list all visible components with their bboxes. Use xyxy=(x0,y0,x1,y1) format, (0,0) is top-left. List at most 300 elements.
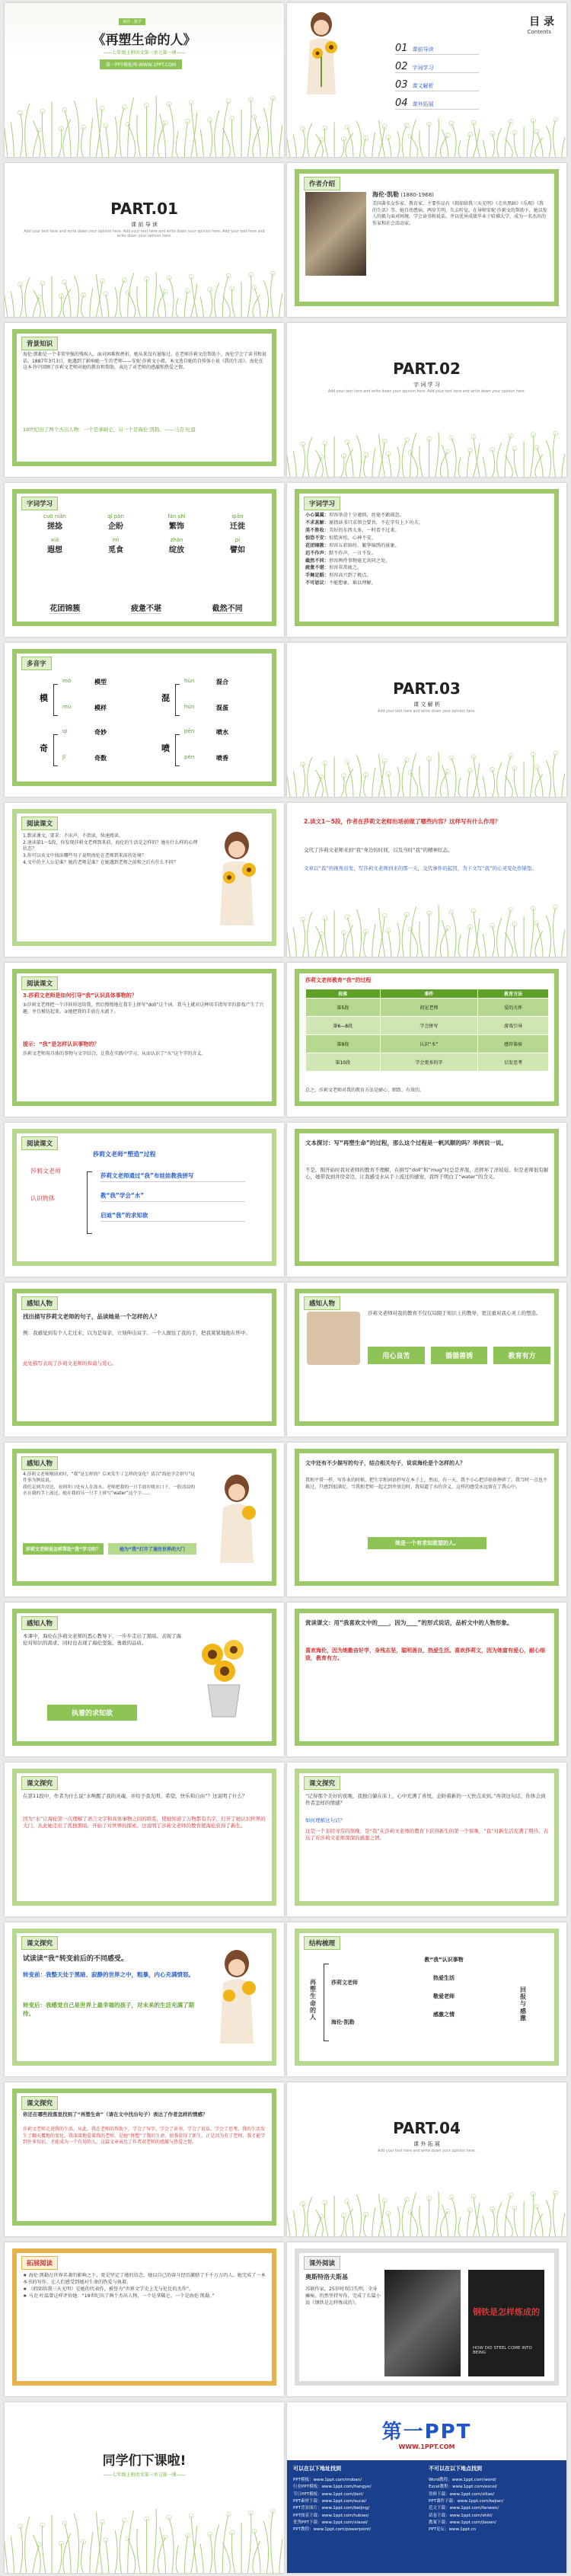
polyphone-group xyxy=(161,678,260,724)
answer-box: 她是一个有求知欲望的人。 xyxy=(368,1537,486,1549)
callout-box-1: 莎莉文老师是怎样帮助“我”学习的？ xyxy=(23,1543,104,1555)
content-frame xyxy=(295,2248,559,2386)
ad-link[interactable]: Word教程：www.1ppt.com/word/ xyxy=(429,2478,496,2482)
ad-link[interactable]: PPT论坛：www.1ppt.cn xyxy=(429,2527,477,2533)
content-frame xyxy=(295,1129,559,1266)
structure-item: 热爱生活 xyxy=(433,1975,455,1981)
table-row xyxy=(306,1017,549,1035)
toc-text: 课外拓展 xyxy=(412,101,434,107)
pinyin: pèn xyxy=(184,754,195,760)
section-tag: 字词学习 xyxy=(21,497,58,510)
part-heading: PART.02 xyxy=(393,360,461,378)
character-text: 莎莉文老师对我的教育不仅仅局限于知识上的教导，更注重对我心灵上的塑造。 xyxy=(368,1310,541,1316)
ad-link[interactable]: PPT图表下载：www.1ppt.com/tubiao/ xyxy=(293,2513,369,2518)
structure-center: 再塑生命的人 xyxy=(310,1979,316,2021)
character-text: 本课中，海伦在莎莉文老师的悉心教导下，一步步走出了黑暗。表现了海伦对知识的渴求，同时也表现了海伦坚强、勇敢的品质。 xyxy=(23,1633,181,1647)
content-frame xyxy=(12,329,276,466)
question-text: 3.莎莉文老师是如何引导“我”认识具体事物的？ xyxy=(23,992,137,999)
content-frame xyxy=(12,1769,276,1906)
brand-logo[interactable]: 第一PPT xyxy=(381,2421,472,2443)
appreciation-title: 赏读课文：用“我喜欢文中的____，因为____”的形式说话，品析文中的人物形象。 xyxy=(305,1619,513,1626)
definition-row xyxy=(305,519,549,527)
author-bio: 美国著名女作家、教育家，主要作品有《假如给我三天光明》《走出黑暗》《乐观》《我的生活》等。她自幼患病，两岁失明，失去听觉。在导师安妮·莎莉文的帮助下，她以惊人的毅力面对困境，学会读书和说话，并以优异成绩毕业于哈佛大学，成为一名杰出的作家和社会活动家。 xyxy=(372,201,547,227)
grass-decoration xyxy=(287,423,566,477)
content-frame xyxy=(12,809,276,946)
section-tag: 背景知识 xyxy=(21,337,58,350)
content-frame xyxy=(12,1289,276,1426)
structure-mid-2: 海伦·凯勒 xyxy=(331,2019,355,2025)
callout-box-2: 她为“我”打开了通往世界的大门 xyxy=(108,1543,196,1555)
pinyin: mì xyxy=(112,537,120,543)
part-desc: Add your text here and write down your opinion here. Add your text here and write down your opinion here. xyxy=(327,390,526,394)
structure-items xyxy=(391,1956,497,2029)
slide-end xyxy=(5,2402,284,2573)
end-title: 同学们下课啦! xyxy=(102,2453,187,2469)
slide-discussion xyxy=(287,1123,566,1277)
definition-text: 默不作声，一言不发。 xyxy=(328,550,376,556)
slide-part04 xyxy=(287,2082,566,2236)
hanzi: 搓捻 xyxy=(47,523,62,531)
table-header-cell: 教育方法 xyxy=(478,989,549,999)
definition-text: 形容高兴到了极点。 xyxy=(328,573,372,579)
section-tag: 阅读课文 xyxy=(21,1136,58,1150)
structure-item: 敬爱老师 xyxy=(433,1993,455,1999)
grass-decoration xyxy=(5,264,284,317)
content-frame xyxy=(12,2089,276,2226)
definition-row xyxy=(305,512,549,519)
definition-term: 美不胜收： xyxy=(305,527,329,533)
ad-link[interactable]: 行业PPT模板：www.1ppt.com/hangye/ xyxy=(293,2485,372,2490)
content-frame xyxy=(12,1129,276,1266)
toc-item-3[interactable] xyxy=(395,79,479,91)
process-step: 教“我”学会“水” xyxy=(100,1190,245,1202)
definition-row xyxy=(305,535,549,542)
pinyin: hún xyxy=(184,704,195,710)
table-cell: 爱的关怀 xyxy=(478,999,549,1017)
structure-mid-1: 莎莉文老师 xyxy=(331,1980,358,1986)
hanzi: 觅食 xyxy=(108,546,123,555)
idiom: 疲惫不堪 xyxy=(131,602,161,614)
word: 喷香 xyxy=(216,755,228,762)
definition-text: 形容非常疲乏。 xyxy=(328,565,362,571)
slide-contents xyxy=(287,3,566,157)
section-tag: 作者介绍 xyxy=(304,177,340,190)
pinyin: qí xyxy=(62,728,68,734)
girl-illustration xyxy=(206,1948,267,2047)
after-text: 转变后：我感觉自己是世界上最幸福的孩子，对未来的生活充满了期待。 xyxy=(23,2002,194,2017)
definition-term: 截然不同： xyxy=(305,558,329,564)
girl-illustration xyxy=(295,11,348,102)
table-cell: 启发思考 xyxy=(478,1053,549,1072)
ad-link[interactable]: 资料下载：www.1ppt.com/ziliao/ xyxy=(429,2491,495,2497)
section-tag: 拓展阅读 xyxy=(21,2256,58,2270)
part-sub: 字 词 学 习 xyxy=(413,382,440,388)
background-text: 海伦·凯勒是一个非常坚强的残疾人，面对困难和挫折，她从来没有退缩过。在老师莎莉文的帮助下，海伦学会了读书和说话，1887年3月3日，她遇到了影响她一生的老师——安妮·莎莉文小姐。本文选自她的自传体小说《我的生活》。海伦在这本书中回顾了莎莉文老师对她的教育和帮助，表达了对老师的感激和热爱之情。 xyxy=(23,352,266,371)
slide-character3 xyxy=(5,1443,284,1596)
pinyin: mó xyxy=(62,678,72,684)
vocab-item xyxy=(207,513,268,531)
contents-title-en: Contents xyxy=(527,29,551,35)
trait-box: 教育有方 xyxy=(493,1347,550,1364)
definition-row xyxy=(305,542,549,550)
definition-row xyxy=(305,558,549,565)
slide-character1 xyxy=(5,1283,284,1437)
answer-text: ①莎莉文老师把一个洋娃娃送给我，然后慢慢地在我手上拼写“doll”这个词。我马上就对这种用手指写字的游戏产生了兴趣，并且模仿起来。②她把我的手放在水流下。 xyxy=(23,1002,264,1015)
part-sub: 课 文 解 析 xyxy=(413,702,440,708)
slide-table xyxy=(287,963,566,1117)
girl-illustration xyxy=(206,830,267,929)
definition-row xyxy=(305,550,549,558)
table-title: 莎莉文老师教育“我”的过程 xyxy=(305,977,372,983)
slide-character4 xyxy=(287,1443,566,1596)
slide-title xyxy=(5,3,284,157)
definition-term: 不求甚解： xyxy=(305,519,329,526)
pinyin: fán shì xyxy=(167,513,186,519)
extension-text: ★ 海伦·凯勒在世界名著的影响之下，更是坚定了她的信念，她以自己的奋斗经历激励了千千万万的人。她完成了一本本书的写作，让人们感受到她对生命的热爱与执着。 ★ 《假如给我三天光明》是她的代表作，被誉为“世界文学史上无与伦比的杰作”。 ★ 马克·吐温曾这样评价她：“19世纪出了两个杰出人物，一个是拿破仑，一个是海伦·凯勒。” xyxy=(23,2273,266,2299)
author-portrait xyxy=(384,2270,461,2376)
process-table xyxy=(305,989,549,1072)
vocab-item xyxy=(146,537,207,555)
part-heading: PART.04 xyxy=(393,2119,461,2137)
definition-text: 不能想象，难以理解。 xyxy=(328,580,376,586)
hint-answer: 莎莉文老师用具体的事物与文字结合，让我在实践中学习，从而认识了“水”这个字的含义。 xyxy=(23,1051,206,1056)
vocab-item xyxy=(146,513,207,531)
pinyin: pēn xyxy=(184,728,195,734)
word: 喷水 xyxy=(216,729,228,736)
pinyin: zhàn xyxy=(170,537,183,543)
question-text: 在第11段中，作者为什么说“水唤醒了我的灵魂，并给予我光明、希望、快乐和自由”？这说明了什么？ xyxy=(23,1793,247,1799)
word: 混蛋 xyxy=(216,705,228,711)
process-step: 莎莉文老师通过“我”布娃娃教我拼写 xyxy=(100,1170,245,1182)
author-name: 海伦·凯勒 xyxy=(372,191,400,198)
vocab-item xyxy=(85,537,146,555)
polyphone-char: 混 xyxy=(161,693,170,703)
site-label[interactable]: 第一PPT模板网-WWW.1PPT.COM xyxy=(100,59,182,69)
table-cell: 学会更多的字 xyxy=(380,1053,478,1072)
avatar xyxy=(307,1312,360,1365)
grass-decoration xyxy=(287,2183,566,2236)
col1-title: 可以在以下地址找到 xyxy=(293,2466,341,2472)
vocab-words xyxy=(24,602,268,614)
toc-item-4[interactable] xyxy=(395,97,479,110)
book-title-en: HOW DID STEEL COME INTO BEING xyxy=(473,2346,532,2355)
process-step: 启迪“我”的求知欲 xyxy=(100,1210,245,1222)
content-frame xyxy=(12,1929,276,2066)
ad-link[interactable]: PPT教程：www.1ppt.com/powerpoint/ xyxy=(293,2527,372,2533)
section-tag: 阅读课文 xyxy=(21,817,58,830)
table-cell: 第6—8段 xyxy=(306,1017,381,1035)
definition-term: 迟不作声： xyxy=(305,550,329,556)
brace xyxy=(175,684,180,716)
sub-question: 如何理解这句话？ xyxy=(305,1817,345,1823)
ad-panel xyxy=(287,2460,566,2573)
ad-link[interactable]: PPT模板：www.1ppt.com/moban/ xyxy=(293,2478,362,2482)
reading-questions: 1.默读课文，要求：不出声，不指读，快速阅读。 2.速读第1～5段，你发现莎莉文老师到来前，海伦的生活是怎样的？她有什么样的心理状态？ 3.你可以从文中找出哪些句子说明海伦在老师到来前的处境？ 4.文中的主人公是谁？她的老师是谁？在她遇到老师之前和之后有什么不同？ xyxy=(23,833,198,865)
brand-url[interactable]: WWW.1PPT.COM xyxy=(398,2443,455,2450)
table-cell: 第5段 xyxy=(306,999,381,1017)
girl-illustration xyxy=(206,1473,267,1564)
pinyin: cuō niǎn xyxy=(43,513,66,519)
section-tag: 感知人物 xyxy=(21,1456,58,1470)
question-text: 2.读文1～5段，作者在莎莉文老师出场前做了哪些内容？这样写有什么作用？ xyxy=(304,818,501,825)
ad-link[interactable]: PPT素材下载：www.1ppt.com/sucai/ xyxy=(293,2499,367,2504)
vocab-item xyxy=(85,513,146,531)
slide-part03 xyxy=(287,643,566,797)
polyphone-char: 模 xyxy=(40,693,48,703)
definition-term: 惊恐不安： xyxy=(305,535,329,541)
toc-item-2[interactable] xyxy=(395,61,479,73)
toc-list xyxy=(395,43,479,116)
section-tag: 阅读课文 xyxy=(21,976,58,990)
answer-text: 交代了莎莉文老师来到“我”身边的时间，以及当时“我”的精神状态。 xyxy=(304,847,453,853)
brace xyxy=(53,734,58,766)
definition-row xyxy=(305,527,549,535)
slide-vocab1 xyxy=(5,483,284,637)
hint-text: 提示：“我”是怎样认识事物的？ xyxy=(23,1041,100,1047)
end-subtitle: ——七年级上册语文第三单元第一课—— xyxy=(103,2472,186,2478)
author-bio: 苏联作家，25岁时双目失明，全身瘫痪，仍然坚持写作，完成了长篇小说《钢铁是怎样炼成的》。 xyxy=(305,2287,381,2306)
definition-text: 形容五彩缤纷、繁华锦绣的景象。 xyxy=(328,542,400,548)
ad-links-col1 xyxy=(293,2477,423,2534)
part-desc: Add your text here and write down your opinion here. Add your text here and write down your opinion here. Add your text here and write down your opinion here. xyxy=(24,230,265,239)
content-frame xyxy=(295,1769,559,1906)
toc-num: 02 xyxy=(395,61,408,72)
slide-ad xyxy=(287,2402,566,2573)
table-header-cell: 事件 xyxy=(380,989,478,999)
toc-text: 字词学习 xyxy=(412,65,434,71)
definition-text: 原指读书只求领会要旨，不在字句上下功夫。 xyxy=(328,519,423,526)
trait-box: 循循善诱 xyxy=(431,1347,488,1364)
content-frame xyxy=(12,969,276,1106)
vocab-item xyxy=(24,537,85,555)
author-photo xyxy=(305,192,366,276)
slide-process xyxy=(5,1123,284,1277)
contents-title: 目 录 xyxy=(529,16,554,28)
brace xyxy=(175,734,180,766)
hanzi: 迁徙 xyxy=(230,523,245,531)
explore-title: 试读读“我”转变前后的不同感受。 xyxy=(23,1955,128,1963)
ad-link[interactable]: 范文下载：www.1ppt.com/fanwen/ xyxy=(429,2506,499,2511)
appreciation-body: 喜欢海伦，因为她勤奋好学，身残志坚，聪明善良，热爱生活。喜欢莎莉文，因为她富有爱心，耐心细致，教育有方。 xyxy=(305,1648,545,1662)
trait-boxes xyxy=(368,1347,550,1364)
toc-text: 课前导读 xyxy=(412,46,434,53)
answer-text: 因为“水”让海伦第一次理解了语言文字和具体事物之间的联系，使她知道了万物都有名字，打开了她认识世界的大门，从此她走出了孤独黑暗，开始了对世界的探索。这说明了莎莉文老师的教育使海伦获得了新生。 xyxy=(23,1816,266,1830)
content-frame xyxy=(295,169,559,306)
hanzi: 譬如 xyxy=(230,546,245,555)
part-heading: PART.03 xyxy=(393,679,461,698)
content-frame xyxy=(295,489,559,626)
polyphone-char: 喷 xyxy=(161,743,170,753)
definition-term: 小心翼翼： xyxy=(305,513,329,518)
ad-link[interactable]: 节日PPT模板：www.1ppt.com/jieri/ xyxy=(293,2491,364,2497)
answer-text: 此处描写表现了莎莉文老师的和蔼与爱心。 xyxy=(23,1360,117,1366)
table-cell: 感官体验 xyxy=(478,1035,549,1053)
pinyin: qǐ pàn xyxy=(107,513,124,519)
background-quote: 19世纪出了两个杰出人物：一个是拿破仑，另一个是海伦·凯勒。——马克·吐温 xyxy=(23,427,196,433)
section-tag: 感知人物 xyxy=(21,1616,58,1630)
table-footnote: 总之，莎莉文老师对我的教育方法是耐心、细致、有效的。 xyxy=(305,1088,425,1093)
section-tag: 结构梳理 xyxy=(304,1936,340,1950)
slide-vocab2 xyxy=(287,483,566,637)
section-tag: 多音字 xyxy=(21,657,52,670)
table-cell: 第10段 xyxy=(306,1053,381,1072)
slide-author xyxy=(287,163,566,317)
section-tag: 课外阅读 xyxy=(304,2256,340,2270)
ad-link[interactable]: PPT课件下载：www.1ppt.com/kejian/ xyxy=(429,2499,504,2504)
sunflower-pot-illustration xyxy=(190,1632,258,1723)
content-frame xyxy=(12,1449,276,1586)
structure-item: 教“我”认识事物 xyxy=(424,1957,464,1963)
slide-reading1 xyxy=(5,803,284,957)
ad-link[interactable]: 优秀PPT下载：www.1ppt.com/xiazai/ xyxy=(293,2520,368,2526)
grass-decoration xyxy=(5,85,284,157)
top-tag: 课件 · 教学 xyxy=(119,18,145,25)
content-frame xyxy=(295,969,559,1106)
hanzi: 企盼 xyxy=(108,523,123,531)
content-frame xyxy=(295,1449,559,1586)
ad-link[interactable]: 教案下载：www.1ppt.com/jiaoan/ xyxy=(429,2520,496,2526)
word: 模型 xyxy=(94,679,107,686)
content-frame xyxy=(12,649,276,786)
pinyin: qiān xyxy=(231,513,244,519)
subtitle: ——七年级上册语文第三单元第一课—— xyxy=(103,50,186,56)
section-tag: 字词学习 xyxy=(304,497,340,510)
ad-link[interactable]: 试卷下载：www.1ppt.com/shiti/ xyxy=(429,2513,493,2518)
process-left-bottom: 认识物体 xyxy=(30,1195,55,1202)
author-name: 奥斯特洛夫斯基 xyxy=(305,2274,348,2280)
before-text: 转变前：我整天处于黑暗、寂静的世界之中，粗暴，内心充满愤怒。 xyxy=(23,1971,194,1978)
idiom: 截然不同 xyxy=(212,602,243,614)
slide-explore4 xyxy=(5,2082,284,2236)
idiom: 花团锦簇 xyxy=(49,602,80,614)
table-header-row xyxy=(306,989,549,999)
hanzi: 繁饰 xyxy=(169,523,184,531)
slide-polyphone xyxy=(5,643,284,797)
structure-right: 回报与感激 xyxy=(520,1986,526,2021)
section-tag: 课文探究 xyxy=(21,2096,58,2110)
table-row xyxy=(306,1053,549,1072)
author-years: (1880-1968) xyxy=(400,192,434,198)
slide-background xyxy=(5,323,284,477)
pinyin: pì xyxy=(234,537,241,543)
vocab-item xyxy=(24,513,85,531)
answer-text: 莎莉文老师走进我的生活，从此，我在老师的帮助下，学会了写字，学会了读书，学会了说话，学会了思考。我的生活发生了翻天覆地的变化。我深深地爱着我的老师，是她“再塑”了我的生命，使我获得了新生。正是因为有了老师，我才能学到许多知识，才能成为一个有用的人。这篇文章表达了作者对老师的感激与热爱之情。 xyxy=(23,2127,266,2146)
part-desc: Add your text here and write down your opinion here. xyxy=(378,2149,476,2153)
slide-appreciation xyxy=(287,1603,566,1756)
definition-row xyxy=(305,572,549,580)
brace xyxy=(53,684,58,716)
section-tag: 课文探究 xyxy=(304,1776,340,1790)
slide-part01 xyxy=(5,163,284,317)
main-title: 《再塑生命的人》 xyxy=(92,33,196,48)
part-desc: Add your text here and write down your opinion here. xyxy=(378,710,476,714)
polyphone-group xyxy=(161,728,260,774)
content-frame xyxy=(12,1609,276,1746)
table-header-cell: 段落 xyxy=(306,989,381,999)
book-title: 钢铁是怎样炼成的 xyxy=(473,2307,540,2317)
slide-reading2 xyxy=(287,803,566,957)
col2-title: 不可以在以下地点找到 xyxy=(429,2466,482,2472)
process-steps xyxy=(100,1170,245,1229)
definition-text: 惊慌害怕，心神不安。 xyxy=(328,535,376,541)
hanzi: 绽放 xyxy=(169,546,184,555)
toc-item-1[interactable] xyxy=(395,43,479,55)
character-text: 我和平常一样，写作业的时候，把生字和词语抄写在本子上。然而，有一天，我不小心把洋娃娃摔碎了。我当时一点也不难过，只感到很满足。当我和老师一起走到井房边时，我知道了水的含义，这样的感受永远留在了我心中。 xyxy=(305,1478,548,1490)
content-frame xyxy=(12,489,276,626)
table-cell: 游戏引导 xyxy=(478,1017,549,1035)
part-heading: PART.01 xyxy=(110,200,178,218)
grass-decoration xyxy=(5,2497,284,2573)
polyphone-group xyxy=(40,728,139,774)
pinyin: mú xyxy=(62,704,72,710)
section-tag: 感知人物 xyxy=(304,1296,340,1310)
question-text: “记得那个美好的夜晚，我独自躺在床上，心中充满了喜悦，企盼着新的一天快点来到。”再读这句话，你体会到作者怎样的情感？ xyxy=(305,1793,546,1807)
toc-num: 04 xyxy=(395,97,408,109)
book-cover xyxy=(468,2270,544,2376)
table-row xyxy=(306,999,549,1017)
content-frame xyxy=(295,1609,559,1746)
structure-item: 感激之情 xyxy=(433,2012,455,2018)
example-text: 例：我感觉到有个人走过来，以为是母亲，立刻伸出双手。一个人握住了我的手，把我紧紧地抱在怀中。 xyxy=(23,1330,250,1336)
pinyin: xiá xyxy=(50,537,59,543)
process-left-top: 莎莉文老师 xyxy=(30,1168,61,1175)
pinyin: hùn xyxy=(184,678,195,684)
definition-term: 手舞足蹈： xyxy=(305,573,329,579)
grass-decoration xyxy=(287,111,566,157)
section-tag: 课文探究 xyxy=(21,1936,58,1950)
table-cell: 初见老师 xyxy=(380,999,478,1017)
word: 混合 xyxy=(216,679,228,686)
hanzi: 遐想 xyxy=(47,546,62,555)
slide-explore1 xyxy=(5,1763,284,1916)
discussion-body: 不是。刚开始时我对老师的教育不理解，在拼写“doll”和“mug”时总是弄混，还摔坏了洋娃娃。但是老师很有耐心，她带我到井房旁边，让我感受水从手上流过的感觉，我终于明白了“water”的含义。 xyxy=(305,1167,549,1181)
brace xyxy=(324,1964,329,2041)
brace xyxy=(87,1171,92,1234)
pinyin: jī xyxy=(62,754,65,760)
definition-term: 疲惫不堪： xyxy=(305,565,329,571)
polyphone-grid xyxy=(24,673,268,772)
ad-link[interactable]: Excel教程：www.1ppt.com/excel/ xyxy=(429,2485,498,2490)
toc-num: 01 xyxy=(395,43,408,54)
word: 奇数 xyxy=(94,755,107,762)
table-cell: 认识“水” xyxy=(380,1035,478,1053)
table-cell: 第9段 xyxy=(306,1035,381,1053)
slide-explore3 xyxy=(5,1922,284,2076)
slide-character2 xyxy=(287,1283,566,1437)
slide-extension2 xyxy=(287,2242,566,2396)
vocab-item xyxy=(207,537,268,555)
process-title: 莎莉文老师“塑造”过程 xyxy=(93,1151,156,1158)
question-text: 文中还有不少描写的句子，结合相关句子，说说海伦是个怎样的人？ xyxy=(305,1460,465,1466)
polyphone-group xyxy=(40,678,139,724)
toc-text: 课文解析 xyxy=(412,83,434,89)
slide-character5 xyxy=(5,1603,284,1756)
definition-term: 不可思议： xyxy=(305,580,329,586)
question-text: 找出描写莎莉文老师的句子，品读她是一个怎样的人？ xyxy=(23,1313,160,1320)
definition-row xyxy=(305,564,549,572)
slide-structure xyxy=(287,1922,566,2076)
section-tag: 课文探究 xyxy=(21,1776,58,1790)
ad-links-col2 xyxy=(429,2477,558,2534)
definition-term: 花团锦簇： xyxy=(305,542,329,548)
character-text: 4.莎莉文老师刚到来时，“我”是怎样的？后来发生了怎样的变化？请以“海伦学会拼写”这件事为例说说。 我们走到井房边，看到井口处有人在汲水。老师把我的一只手放在喷水口下，一股清凉的水在我的手上流过。她在我的另一只手上拼写“water”这个字…… xyxy=(23,1472,196,1497)
ad-link[interactable]: PPT背景图片：www.1ppt.com/beijing/ xyxy=(293,2506,370,2511)
content-frame xyxy=(295,1929,559,2066)
question-text: 你还在哪些段落里找到了“再塑生命”（请在文中找出句子）表达了作者怎样的情感？ xyxy=(23,2111,208,2117)
definitions-list xyxy=(305,512,549,587)
word: 模样 xyxy=(94,705,107,711)
vocab-grid xyxy=(24,513,268,555)
